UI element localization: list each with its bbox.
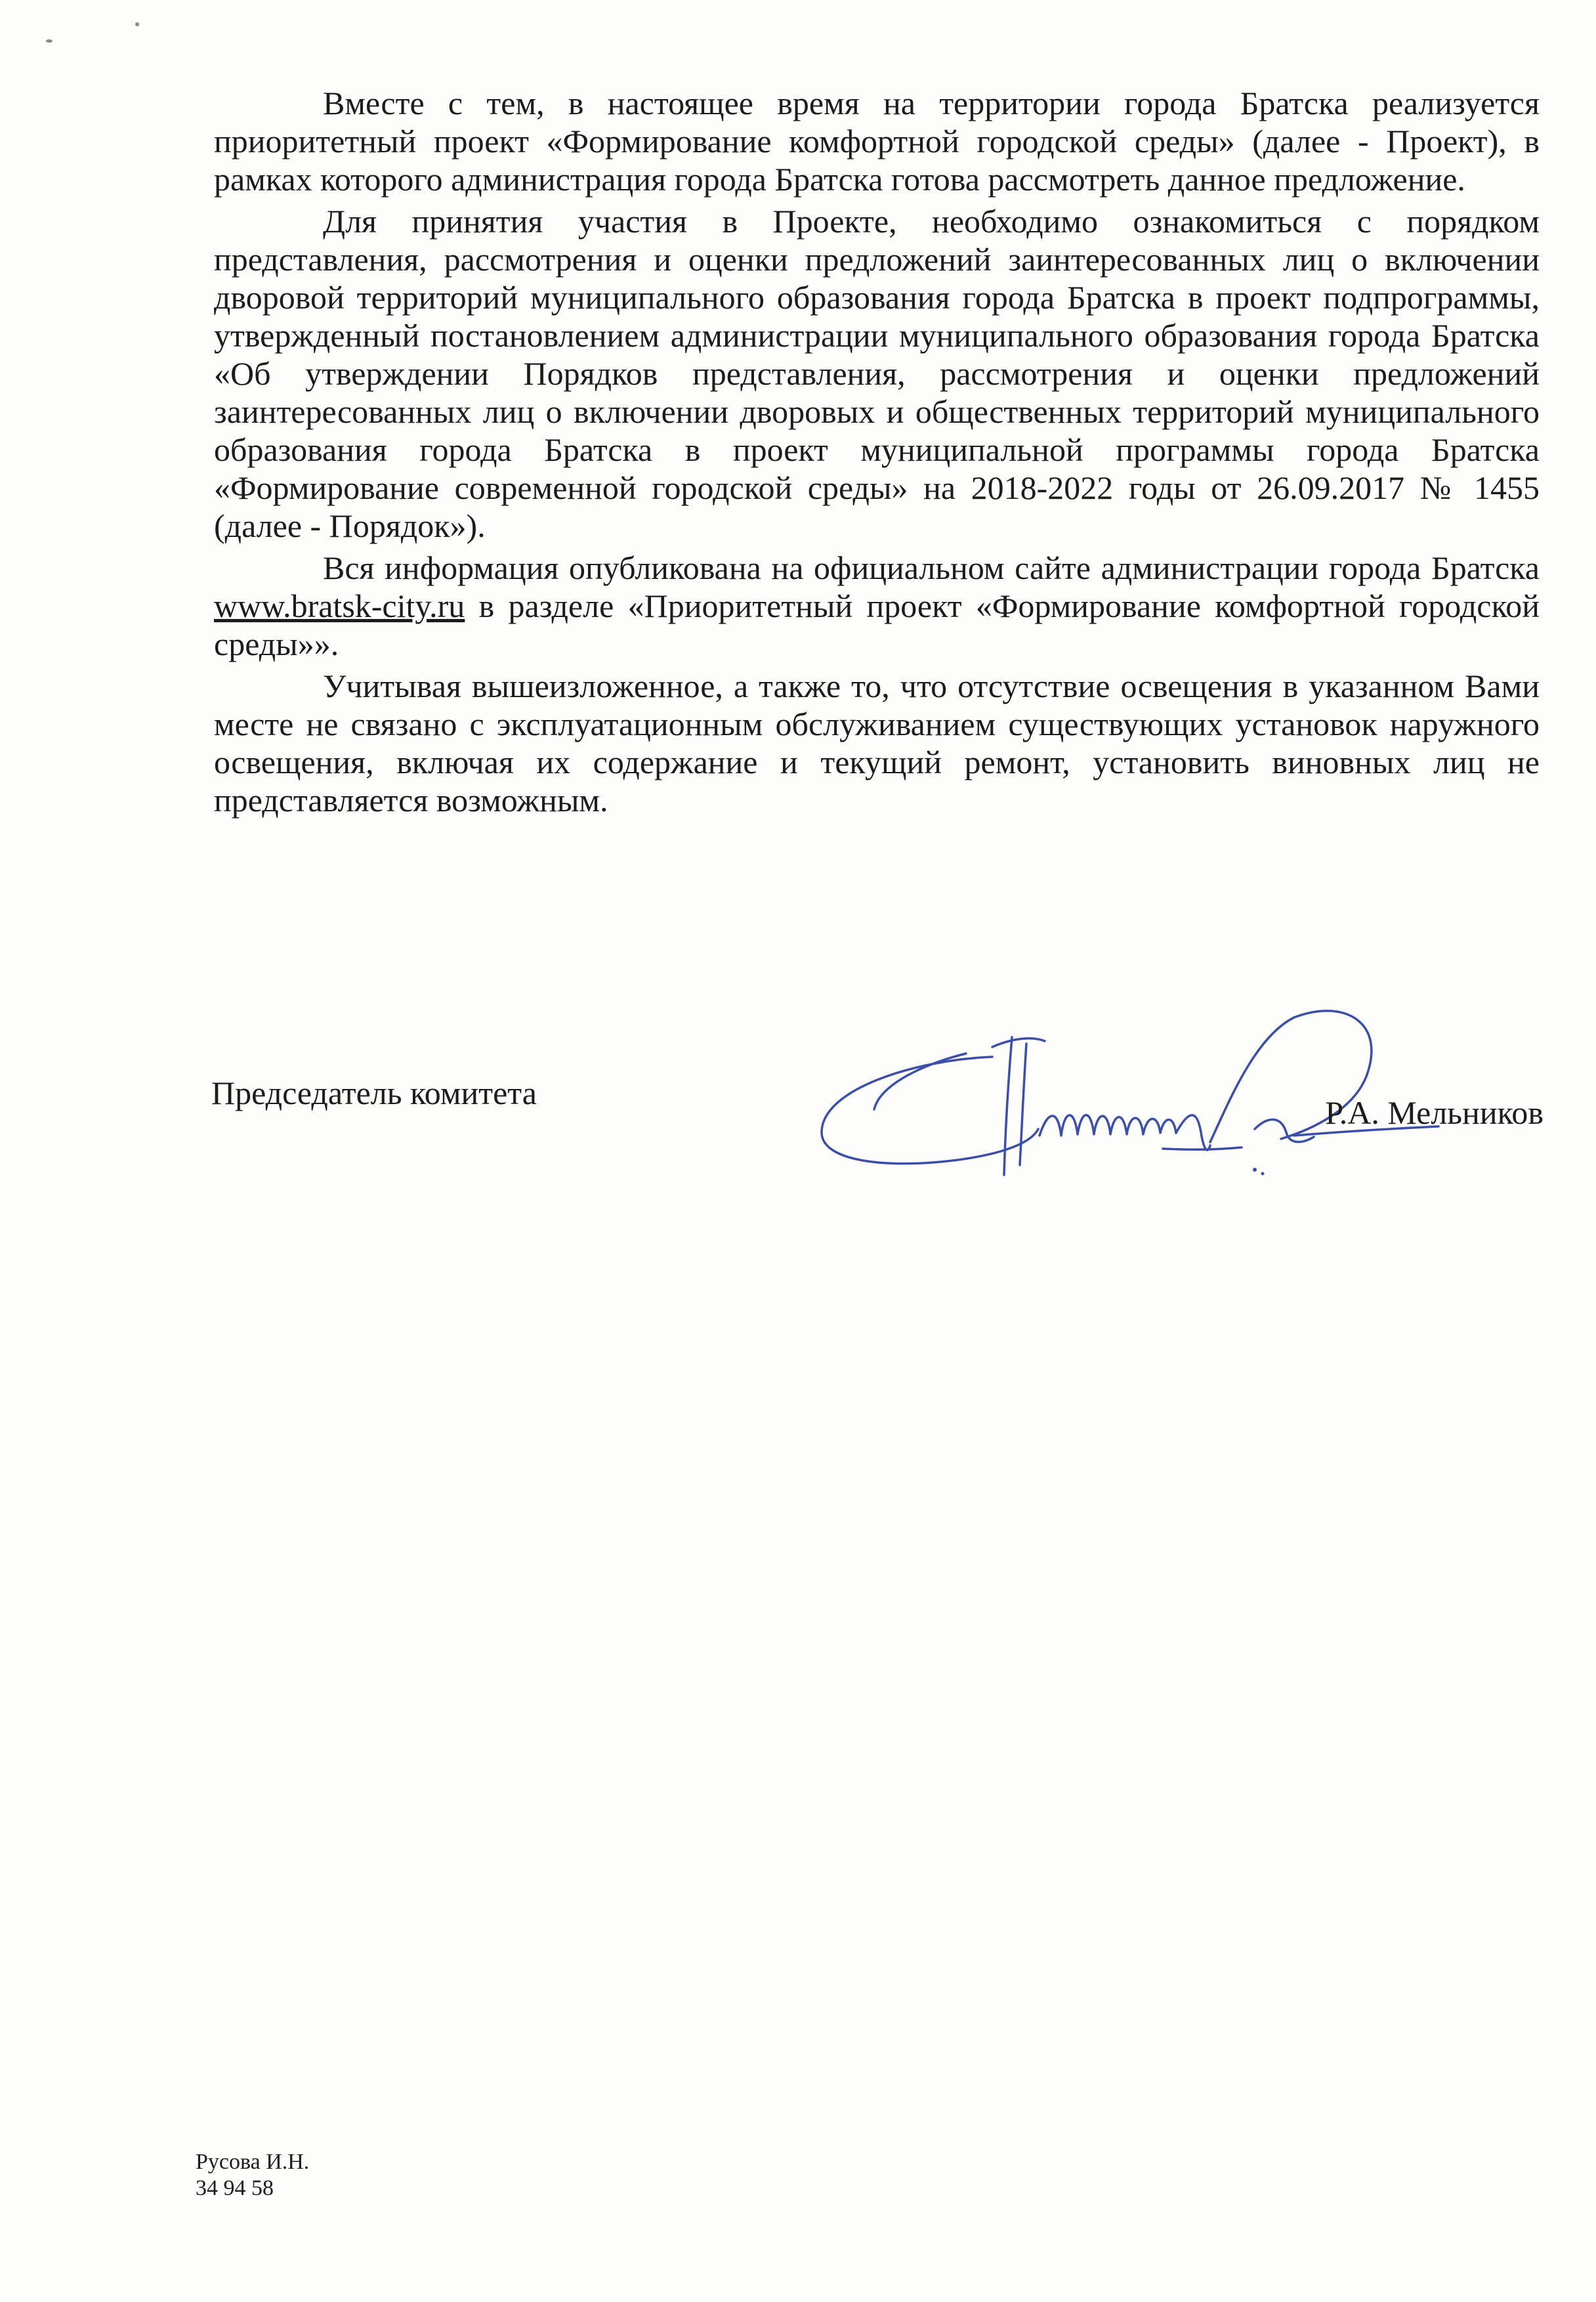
scan-speck bbox=[46, 39, 52, 43]
paragraph-conclusion: Учитывая вышеизложенное, а также то, что отсутствие освещения в указанном Вами месте не связано с эксплуатационным обслуживанием существующих установок наружного освещения, включая их содержание и текущий ремонт, установить виновных лиц не представляется возможным. bbox=[214, 668, 1540, 819]
website-link[interactable]: www.bratsk-city.ru bbox=[214, 587, 465, 624]
info-text-before-link: Вся информация опубликована на официальном сайте администрации города Братска bbox=[323, 549, 1540, 586]
paragraph-participation: Для принятия участия в Проекте, необходимо ознакомиться с порядком представления, рассмотрения и оценки предложений заинтересованных лиц о включении дворовой территорий муниципального образования города Братска в проект подпрограммы, утвержденный постановлением администрации муниципального образования города Братска «Об утверждении Порядков представления, рассмотрения и оценки предложений заинтересованных лиц о включении дворовых и общественных территорий муниципального образования города Братска в проект муниципальной программы города Братска «Формирование современной городской среды» на 2018-2022 годы от 26.09.2017 № 1455 (далее - Порядок»). bbox=[214, 203, 1540, 544]
executor-phone: 34 94 58 bbox=[196, 2176, 274, 2200]
signer-name: Р.А. Мельников bbox=[1325, 1094, 1544, 1131]
signer-position: Председатель комитета bbox=[211, 1075, 537, 1111]
paragraph-info bbox=[214, 549, 1540, 663]
info-text-after-link: в разделе «Приоритетный проект «Формирование комфортной городской среды»». bbox=[214, 587, 1540, 662]
executor-footer bbox=[196, 2149, 309, 2202]
scan-speck bbox=[135, 22, 139, 26]
executor-name: Русова И.Н. bbox=[196, 2150, 310, 2174]
paragraph-project: Вместе с тем, в настоящее время на территории города Братска реализуется приоритетный проект «Формирование комфортной городской среды» (далее - Проект), в рамках которого администрация города Братска готова рассмотреть данное предложение. bbox=[214, 85, 1540, 198]
signature-block bbox=[211, 998, 1544, 1195]
letter-body bbox=[214, 84, 1540, 823]
